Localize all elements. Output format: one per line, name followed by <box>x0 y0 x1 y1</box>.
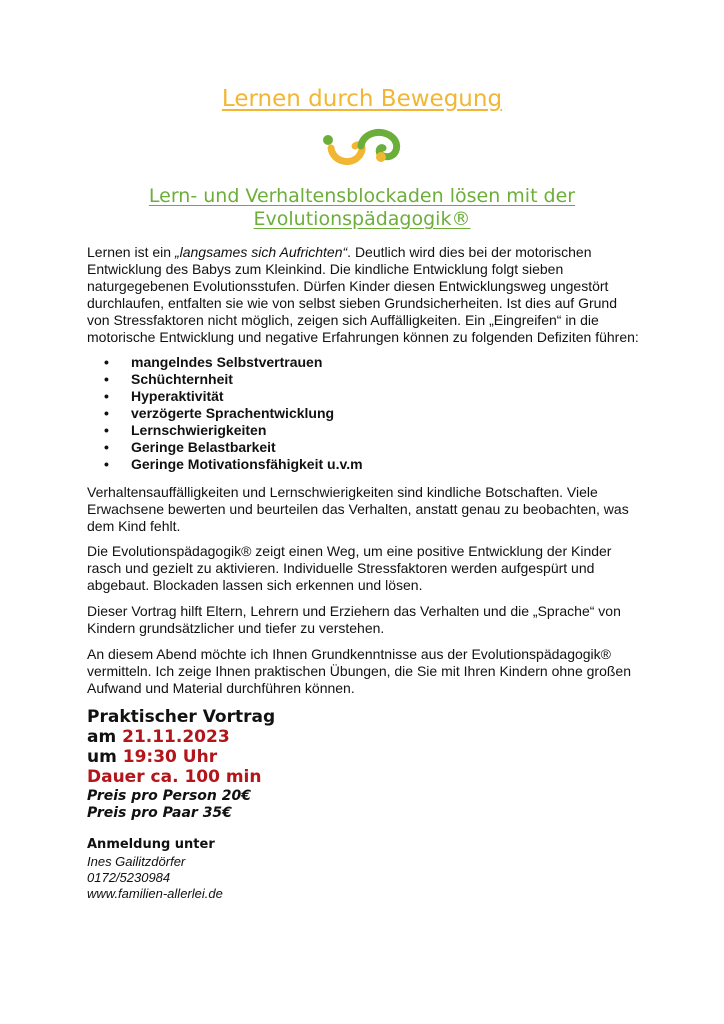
price-block <box>87 788 251 822</box>
list-item: • Geringe Motivationsfähigkeit u.v.m <box>104 456 363 473</box>
contact-phone: 0172/5230984 <box>87 870 171 885</box>
list-item: • Geringe Belastbarkeit <box>104 439 363 456</box>
intro-lead: Lernen ist ein <box>87 244 175 260</box>
page-title: Lernen durch Bewegung <box>221 86 503 112</box>
page-subtitle <box>60 185 664 231</box>
list-item: • Lernschwierigkeiten <box>104 422 363 439</box>
behaviour-paragraph: Verhaltensauffälligkeiten und Lernschwierigkeiten sind kindliche Botschaften. Viele Erwachsene bewerten und beurteilen das Verhalten, anstatt genau zu beobachten, was dem Kind fehlt. <box>87 484 629 534</box>
event-time: 19:30 Uhr <box>122 747 218 767</box>
evening-paragraph: An diesem Abend möchte ich Ihnen Grundkenntnisse aus der Evolutionspädagogik® vermitteln. Ich zeige Ihnen praktischen Übungen, die Sie mit Ihren Kindern ohne großen Aufwand und Material durchführen können. <box>87 646 631 696</box>
logo-green-dot <box>323 135 333 145</box>
intro-quote: „langsames sich Aufrichten“ <box>174 244 348 260</box>
contact-block <box>87 837 223 902</box>
list-item: • Schüchternheit <box>104 371 363 388</box>
logo-yellow-swirl <box>331 145 362 162</box>
event-duration: Dauer ca. 100 min <box>87 767 262 787</box>
list-item: • verzögerte Sprachentwicklung <box>104 405 363 422</box>
evolutionspaedagogik-logo-icon <box>321 126 405 168</box>
list-item: • mangelndes Selbstvertrauen <box>104 354 363 371</box>
event-time-prefix: um <box>87 747 123 767</box>
event-date: 21.11.2023 <box>122 727 230 747</box>
list-item: • Hyperaktivität <box>104 388 363 405</box>
talk-benefit-paragraph: Dieser Vortrag hilft Eltern, Lehrern und Erziehern das Verhalten und die „Sprache“ von Kindern grundsätzlicher und tiefer zu verstehen. <box>87 603 621 636</box>
intro-rest: . Deutlich wird dies bei der motorischen Entwicklung des Babys zum Kleinkind. Die kindliche Entwicklung folgt sieben naturgegebenen Evolutionsstufen. Dürfen Kinder diesen Entwicklungsweg ungestört durchlaufen, entfalten sie wie von selbst sieben Grundsicherheiten. Ist dies auf Grund von Stressfaktoren nicht möglich, zeigen sich Auffälligkeiten. Ein „Eingreifen“ in die motorische Entwicklung und negative Erfahrungen können zu folgenden Defiziten führen: <box>87 244 639 345</box>
event-details <box>87 707 275 787</box>
contact-name: Ines Gailitzdörfer <box>87 854 186 869</box>
logo-yellow-dot <box>376 152 386 162</box>
contact-website-link[interactable]: www.familien-allerlei.de <box>87 886 223 901</box>
intro-paragraph <box>87 244 643 346</box>
event-date-prefix: am <box>87 727 123 747</box>
subtitle-line-1: Lern- und Verhaltensblockaden lösen mit der <box>148 185 576 207</box>
event-time-line <box>87 747 275 767</box>
subtitle-line-2: Evolutionspädagogik® <box>253 208 471 230</box>
contact-heading: Anmeldung unter <box>87 837 215 852</box>
event-date-line <box>87 727 275 747</box>
price-per-person: Preis pro Person 20€ <box>87 788 251 804</box>
price-per-pair: Preis pro Paar 35€ <box>87 805 232 821</box>
method-paragraph: Die Evolutionspädagogik® zeigt einen Weg, um eine positive Entwicklung der Kinder rasch und gezielt zu aktivieren. Individuelle Stressfaktoren werden aufgespürt und abgebaut. Blockaden lassen sich erkennen und lösen. <box>87 543 612 593</box>
event-heading: Praktischer Vortrag <box>87 707 276 727</box>
deficits-list <box>104 354 363 473</box>
